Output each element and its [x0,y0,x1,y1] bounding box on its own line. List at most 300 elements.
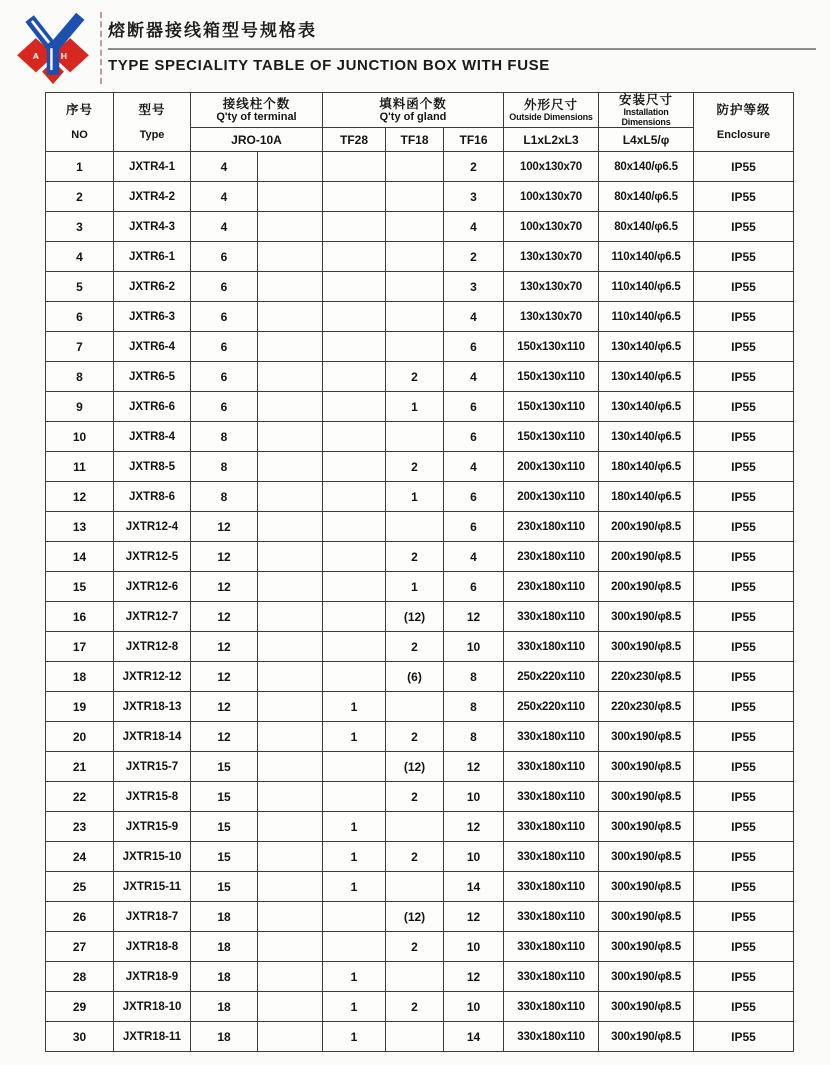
cell-terminal-qty: 12 [191,692,258,722]
cell-tf16-qty: 3 [444,272,504,302]
cell-terminal-qty: 15 [191,782,258,812]
cell-tf16-qty: 6 [444,482,504,512]
cell-no: 8 [46,362,114,392]
col-header-gland-zh: 填料函个数 [379,97,447,111]
cell-tf28-qty: 1 [323,722,386,752]
cell-type: JXTR15-11 [114,872,191,902]
cell-tf16-qty: 10 [444,632,504,662]
cell-type: JXTR12-4 [114,512,191,542]
cell-tf28-qty [323,572,386,602]
cell-type: JXTR12-8 [114,632,191,662]
cell-enclosure-rating: IP55 [694,782,794,812]
cell-type: JXTR6-3 [114,302,191,332]
cell-tf16-qty: 10 [444,932,504,962]
cell-terminal-qty: 18 [191,932,258,962]
cell-no: 26 [46,902,114,932]
cell-tf28-qty [323,602,386,632]
cell-installation-dimensions: 300x190/φ8.5 [599,722,694,752]
cell-tf18-qty: 2 [386,992,444,1022]
col-header-install-zh: 安装尺寸 [619,93,674,107]
cell-outside-dimensions: 150x130x110 [504,362,599,392]
cell-type: JXTR12-6 [114,572,191,602]
cell-installation-dimensions: 200x190/φ8.5 [599,512,694,542]
cell-tf18-qty [386,692,444,722]
cell-tf28-qty [323,182,386,212]
cell-tf28-qty [323,152,386,182]
cell-terminal-qty: 8 [191,422,258,452]
cell-installation-dimensions: 80x140/φ6.5 [599,182,694,212]
cell-installation-dimensions: 300x190/φ8.5 [599,962,694,992]
cell-tf18-qty: 2 [386,722,444,752]
table-row [46,692,794,722]
cell-terminal-spare [258,722,323,752]
cell-tf28-qty [323,332,386,362]
cell-outside-dimensions: 330x180x110 [504,752,599,782]
cell-terminal-qty: 12 [191,512,258,542]
cell-enclosure-rating: IP55 [694,842,794,872]
cell-installation-dimensions: 180x140/φ6.5 [599,452,694,482]
col-header-terminal [191,93,323,128]
cell-tf28-qty: 1 [323,872,386,902]
cell-terminal-qty: 12 [191,662,258,692]
cell-installation-dimensions: 110x140/φ6.5 [599,242,694,272]
cell-terminal-qty: 15 [191,812,258,842]
title-block [108,8,816,74]
cell-tf16-qty: 12 [444,902,504,932]
cell-no: 25 [46,872,114,902]
cell-tf16-qty: 12 [444,752,504,782]
cell-tf28-qty: 1 [323,992,386,1022]
cell-outside-dimensions: 330x180x110 [504,812,599,842]
table-row [46,272,794,302]
cell-terminal-spare [258,692,323,722]
col-header-install [599,93,694,128]
cell-tf16-qty: 12 [444,602,504,632]
cell-type: JXTR18-14 [114,722,191,752]
cell-outside-dimensions: 330x180x110 [504,872,599,902]
cell-tf16-qty: 10 [444,842,504,872]
cell-installation-dimensions: 300x190/φ8.5 [599,1022,694,1052]
cell-tf16-qty: 4 [444,452,504,482]
cell-type: JXTR4-3 [114,212,191,242]
cell-type: JXTR18-13 [114,692,191,722]
cell-tf18-qty: 2 [386,842,444,872]
cell-tf16-qty: 6 [444,332,504,362]
table-row [46,542,794,572]
cell-tf28-qty [323,242,386,272]
cell-tf18-qty: 1 [386,392,444,422]
table-row [46,722,794,752]
cell-installation-dimensions: 130x140/φ6.5 [599,422,694,452]
cell-outside-dimensions: 100x130x70 [504,152,599,182]
table-row [46,932,794,962]
table-row [46,962,794,992]
col-header-install-en: Installation Dimensions [621,107,671,127]
cell-terminal-spare [258,962,323,992]
cell-installation-dimensions: 300x190/φ8.5 [599,752,694,782]
table-row [46,512,794,542]
cell-tf18-qty: 2 [386,932,444,962]
cell-tf16-qty: 3 [444,182,504,212]
cell-type: JXTR18-9 [114,962,191,992]
subcol-header-tf28: TF28 [323,128,386,152]
cell-tf18-qty [386,332,444,362]
cell-installation-dimensions: 300x190/φ8.5 [599,872,694,902]
cell-no: 7 [46,332,114,362]
cell-enclosure-rating: IP55 [694,152,794,182]
cell-enclosure-rating: IP55 [694,872,794,902]
cell-no: 13 [46,512,114,542]
cell-type: JXTR4-2 [114,182,191,212]
cell-type: JXTR6-5 [114,362,191,392]
cell-outside-dimensions: 130x130x70 [504,302,599,332]
cell-type: JXTR15-7 [114,752,191,782]
table-row [46,182,794,212]
cell-terminal-spare [258,1022,323,1052]
cell-tf18-qty: 2 [386,362,444,392]
table-row [46,992,794,1022]
cell-tf18-qty: 2 [386,452,444,482]
cell-outside-dimensions: 130x130x70 [504,272,599,302]
cell-tf18-qty: (6) [386,662,444,692]
cell-terminal-spare [258,272,323,302]
table-row [46,242,794,272]
cell-outside-dimensions: 330x180x110 [504,782,599,812]
cell-tf16-qty: 8 [444,662,504,692]
cell-tf16-qty: 8 [444,722,504,752]
cell-terminal-spare [258,662,323,692]
cell-installation-dimensions: 110x140/φ6.5 [599,272,694,302]
cell-terminal-qty: 6 [191,242,258,272]
cell-outside-dimensions: 150x130x110 [504,392,599,422]
cell-terminal-qty: 18 [191,902,258,932]
cell-tf18-qty [386,212,444,242]
table-row [46,392,794,422]
cell-tf16-qty: 10 [444,782,504,812]
cell-installation-dimensions: 300x190/φ8.5 [599,992,694,1022]
cell-tf16-qty: 14 [444,872,504,902]
cell-outside-dimensions: 150x130x110 [504,332,599,362]
cell-no: 6 [46,302,114,332]
cell-tf18-qty [386,302,444,332]
cell-enclosure-rating: IP55 [694,452,794,482]
spec-table-body [46,152,794,1052]
cell-terminal-spare [258,752,323,782]
cell-tf16-qty: 14 [444,1022,504,1052]
col-header-no-en: NO [71,129,88,141]
subcol-header-tf16: TF16 [444,128,504,152]
cell-terminal-spare [258,782,323,812]
cell-tf28-qty: 1 [323,1022,386,1052]
cell-terminal-qty: 6 [191,362,258,392]
cell-terminal-qty: 4 [191,182,258,212]
table-row [46,332,794,362]
cell-enclosure-rating: IP55 [694,962,794,992]
cell-terminal-qty: 4 [191,152,258,182]
cell-terminal-spare [258,992,323,1022]
cell-outside-dimensions: 200x130x110 [504,452,599,482]
table-row [46,572,794,602]
table-row [46,452,794,482]
table-row [46,152,794,182]
cell-terminal-spare [258,242,323,272]
cell-terminal-spare [258,602,323,632]
cell-no: 9 [46,392,114,422]
cell-type: JXTR12-12 [114,662,191,692]
cell-enclosure-rating: IP55 [694,902,794,932]
cell-tf28-qty [323,482,386,512]
cell-terminal-spare [258,452,323,482]
svg-text:H: H [60,51,68,62]
col-header-enclosure-zh: 防护等级 [716,103,771,117]
col-header-no [46,93,114,152]
cell-tf18-qty: (12) [386,902,444,932]
cell-terminal-qty: 4 [191,212,258,242]
cell-tf18-qty: (12) [386,752,444,782]
cell-terminal-qty: 6 [191,272,258,302]
cell-outside-dimensions: 330x180x110 [504,842,599,872]
cell-installation-dimensions: 300x190/φ8.5 [599,902,694,932]
cell-outside-dimensions: 330x180x110 [504,722,599,752]
cell-no: 16 [46,602,114,632]
cell-outside-dimensions: 130x130x70 [504,242,599,272]
cell-outside-dimensions: 330x180x110 [504,962,599,992]
cell-type: JXTR4-1 [114,152,191,182]
cell-enclosure-rating: IP55 [694,692,794,722]
cell-no: 15 [46,572,114,602]
col-header-enclosure [694,93,794,152]
cell-terminal-qty: 12 [191,542,258,572]
cell-installation-dimensions: 130x140/φ6.5 [599,392,694,422]
cell-outside-dimensions: 150x130x110 [504,422,599,452]
cell-tf16-qty: 4 [444,302,504,332]
cell-type: JXTR12-7 [114,602,191,632]
cell-outside-dimensions: 100x130x70 [504,212,599,242]
cell-tf18-qty [386,422,444,452]
cell-terminal-qty: 6 [191,332,258,362]
col-header-gland [323,93,504,128]
cell-installation-dimensions: 200x190/φ8.5 [599,572,694,602]
svg-text:A: A [32,51,39,62]
table-row [46,752,794,782]
cell-type: JXTR8-5 [114,452,191,482]
cell-terminal-spare [258,902,323,932]
col-header-outside [504,93,599,128]
table-row [46,782,794,812]
cell-outside-dimensions: 200x130x110 [504,482,599,512]
cell-tf16-qty: 2 [444,242,504,272]
cell-tf16-qty: 6 [444,572,504,602]
title-rule [108,48,816,50]
cell-type: JXTR18-11 [114,1022,191,1052]
subcol-header-jro10a: JRO-10A [191,128,323,152]
cell-tf16-qty: 6 [444,392,504,422]
cell-terminal-qty: 8 [191,452,258,482]
cell-tf18-qty [386,182,444,212]
cell-enclosure-rating: IP55 [694,542,794,572]
company-logo-icon [14,12,92,86]
cell-type: JXTR6-1 [114,242,191,272]
cell-tf28-qty [323,452,386,482]
cell-terminal-spare [258,572,323,602]
cell-enclosure-rating: IP55 [694,212,794,242]
cell-installation-dimensions: 200x190/φ8.5 [599,542,694,572]
cell-no: 23 [46,812,114,842]
cell-installation-dimensions: 220x230/φ8.5 [599,692,694,722]
col-header-gland-en: Q'ty of gland [379,111,447,123]
cell-tf28-qty [323,392,386,422]
cell-terminal-spare [258,302,323,332]
cell-tf16-qty: 2 [444,152,504,182]
cell-tf28-qty: 1 [323,962,386,992]
table-row [46,872,794,902]
page-header [14,8,816,88]
cell-no: 2 [46,182,114,212]
cell-no: 24 [46,842,114,872]
col-header-type-zh: 型号 [138,103,166,117]
cell-installation-dimensions: 300x190/φ8.5 [599,812,694,842]
col-header-enclosure-en: Enclosure [716,129,771,141]
cell-terminal-spare [258,152,323,182]
cell-terminal-qty: 12 [191,602,258,632]
cell-terminal-qty: 15 [191,842,258,872]
cell-outside-dimensions: 230x180x110 [504,542,599,572]
cell-terminal-qty: 18 [191,962,258,992]
spec-table [45,92,794,1052]
cell-enclosure-rating: IP55 [694,272,794,302]
cell-tf28-qty [323,632,386,662]
cell-type: JXTR18-8 [114,932,191,962]
cell-tf18-qty [386,272,444,302]
cell-outside-dimensions: 330x180x110 [504,932,599,962]
cell-enclosure-rating: IP55 [694,242,794,272]
cell-type: JXTR8-4 [114,422,191,452]
cell-type: JXTR6-2 [114,272,191,302]
cell-installation-dimensions: 300x190/φ8.5 [599,932,694,962]
cell-terminal-spare [258,482,323,512]
cell-tf28-qty [323,932,386,962]
cell-no: 22 [46,782,114,812]
cell-tf16-qty: 6 [444,512,504,542]
cell-installation-dimensions: 80x140/φ6.5 [599,212,694,242]
cell-tf18-qty [386,962,444,992]
cell-type: JXTR15-8 [114,782,191,812]
cell-tf18-qty: 1 [386,482,444,512]
cell-enclosure-rating: IP55 [694,362,794,392]
cell-tf28-qty [323,362,386,392]
table-row [46,842,794,872]
table-row [46,902,794,932]
cell-tf28-qty: 1 [323,692,386,722]
cell-tf28-qty [323,542,386,572]
cell-enclosure-rating: IP55 [694,392,794,422]
cell-tf28-qty [323,422,386,452]
cell-terminal-spare [258,842,323,872]
table-row [46,422,794,452]
cell-outside-dimensions: 230x180x110 [504,572,599,602]
subcol-header-tf18: TF18 [386,128,444,152]
cell-no: 14 [46,542,114,572]
cell-type: JXTR15-10 [114,842,191,872]
col-header-outside-zh: 外形尺寸 [524,98,579,112]
cell-tf28-qty [323,782,386,812]
cell-tf18-qty [386,1022,444,1052]
cell-terminal-qty: 6 [191,392,258,422]
cell-enclosure-rating: IP55 [694,182,794,212]
cell-terminal-spare [258,812,323,842]
cell-installation-dimensions: 220x230/φ8.5 [599,662,694,692]
cell-type: JXTR15-9 [114,812,191,842]
cell-terminal-spare [258,392,323,422]
cell-enclosure-rating: IP55 [694,572,794,602]
cell-tf16-qty: 6 [444,422,504,452]
cell-type: JXTR6-4 [114,332,191,362]
table-row [46,302,794,332]
cell-tf28-qty [323,902,386,932]
cell-outside-dimensions: 330x180x110 [504,632,599,662]
cell-tf16-qty: 12 [444,812,504,842]
col-header-type [114,93,191,152]
cell-terminal-spare [258,932,323,962]
cell-type: JXTR8-6 [114,482,191,512]
cell-enclosure-rating: IP55 [694,932,794,962]
cell-tf18-qty [386,872,444,902]
cell-no: 29 [46,992,114,1022]
cell-tf16-qty: 12 [444,962,504,992]
cell-terminal-spare [258,512,323,542]
header-divider [100,12,102,84]
cell-type: JXTR18-7 [114,902,191,932]
cell-tf18-qty [386,812,444,842]
cell-terminal-qty: 18 [191,992,258,1022]
cell-terminal-qty: 8 [191,482,258,512]
cell-installation-dimensions: 130x140/φ6.5 [599,332,694,362]
cell-installation-dimensions: 300x190/φ8.5 [599,632,694,662]
table-row [46,602,794,632]
cell-tf28-qty [323,302,386,332]
page-title-en: TYPE SPECIALITY TABLE OF JUNCTION BOX WITH FUSE [108,57,550,74]
col-header-terminal-zh: 接线柱个数 [222,97,291,111]
cell-no: 10 [46,422,114,452]
cell-no: 18 [46,662,114,692]
cell-no: 4 [46,242,114,272]
cell-no: 20 [46,722,114,752]
cell-enclosure-rating: IP55 [694,632,794,662]
cell-tf28-qty: 1 [323,812,386,842]
cell-terminal-spare [258,182,323,212]
cell-outside-dimensions: 100x130x70 [504,182,599,212]
cell-enclosure-rating: IP55 [694,722,794,752]
cell-terminal-spare [258,872,323,902]
cell-no: 17 [46,632,114,662]
cell-no: 28 [46,962,114,992]
cell-outside-dimensions: 230x180x110 [504,512,599,542]
cell-no: 3 [46,212,114,242]
table-row [46,662,794,692]
cell-installation-dimensions: 300x190/φ8.5 [599,602,694,632]
cell-type: JXTR12-5 [114,542,191,572]
cell-outside-dimensions: 330x180x110 [504,1022,599,1052]
cell-terminal-qty: 12 [191,572,258,602]
cell-terminal-qty: 6 [191,302,258,332]
cell-tf16-qty: 8 [444,692,504,722]
cell-tf28-qty: 1 [323,842,386,872]
cell-outside-dimensions: 250x220x110 [504,692,599,722]
subcol-header-l4l5: L4xL5/φ [599,128,694,152]
cell-enclosure-rating: IP55 [694,1022,794,1052]
cell-installation-dimensions: 110x140/φ6.5 [599,302,694,332]
col-header-type-en: Type [139,129,165,141]
